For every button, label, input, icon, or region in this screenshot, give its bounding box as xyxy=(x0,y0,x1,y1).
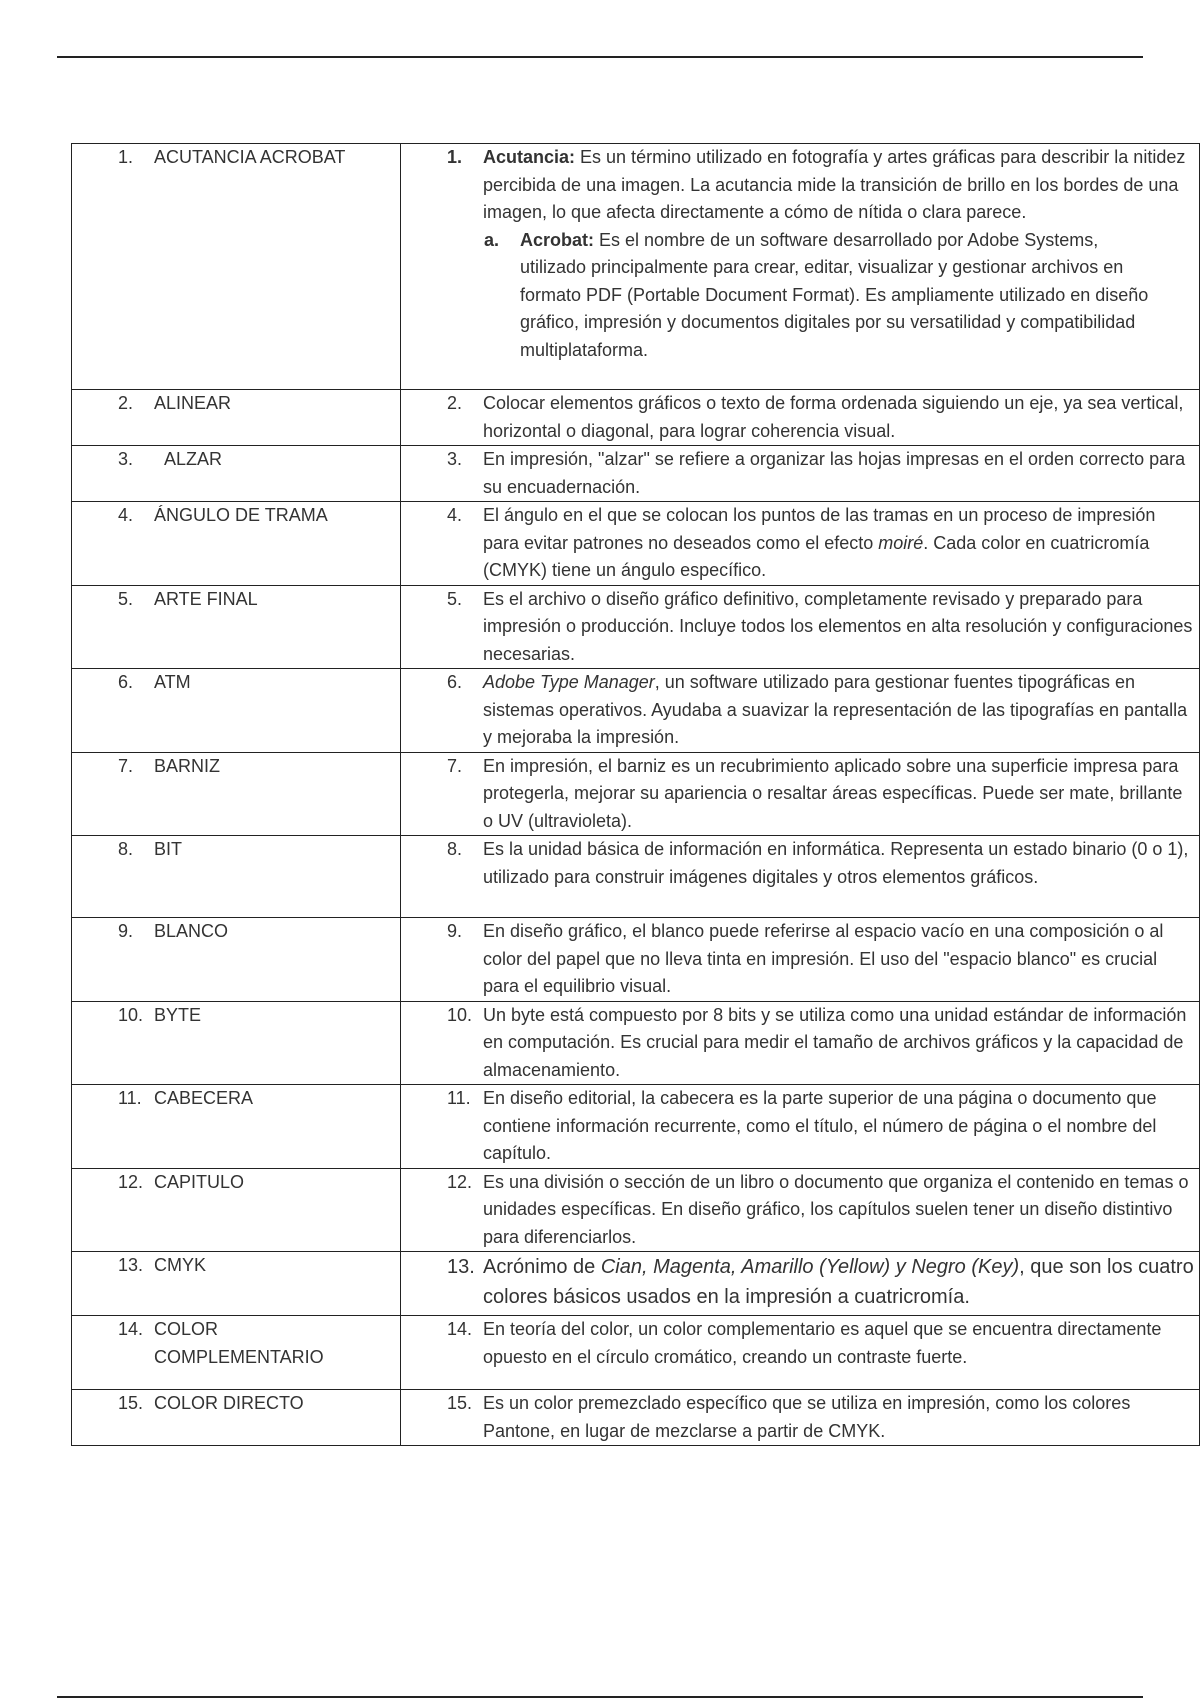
definition-cell xyxy=(401,752,1200,836)
table-row xyxy=(72,669,1200,753)
definition-text: Es un color premezclado específico que se utiliza en impresión, como los colores Pantone, en lugar de mezclarse a partir de CMYK. xyxy=(483,1393,1131,1441)
definition-cell xyxy=(401,1252,1200,1316)
term-cell xyxy=(72,144,401,390)
term-cell xyxy=(72,1316,401,1390)
definition-number: 11. xyxy=(447,1088,471,1108)
term-text: ÁNGULO DE TRAMA xyxy=(154,505,328,525)
table-row xyxy=(72,390,1200,446)
table-row xyxy=(72,752,1200,836)
definition-number: 3. xyxy=(447,449,463,469)
term-text: CABECERA xyxy=(154,1088,254,1108)
footer-rule xyxy=(57,1696,1143,1698)
definition-number: 13. xyxy=(447,1256,475,1278)
glossary-table xyxy=(71,143,1200,1446)
sub-definition-heading: Acrobat: xyxy=(520,229,595,250)
term-cell xyxy=(72,502,401,586)
term-cell xyxy=(72,1168,401,1252)
definition-number: 12. xyxy=(447,1171,473,1192)
definition-text: En impresión, el barniz es un recubrimiento aplicado sobre una superficie impresa para protegerla, mejorar su apariencia o resaltar áreas específicas. Puede ser mate, brillante o UV (ultravioleta). xyxy=(483,755,1183,831)
definition-text xyxy=(483,144,1195,227)
definition-cell xyxy=(401,1168,1200,1252)
term-text: ALINEAR xyxy=(154,393,232,413)
table-row xyxy=(72,918,1200,1002)
term-cell xyxy=(72,752,401,836)
definition-italic: Cian, Magenta, Amarillo (Yellow) y Negro (Key) xyxy=(600,1256,1020,1278)
definition-cell xyxy=(401,390,1200,446)
term-number: 13. xyxy=(118,1255,144,1275)
definition-cell xyxy=(401,918,1200,1002)
table-row xyxy=(72,1168,1200,1252)
term-cell xyxy=(72,836,401,918)
term-text: ATM xyxy=(154,672,191,692)
definition-cell xyxy=(401,585,1200,669)
term-number: 5. xyxy=(118,588,134,609)
definition-cell xyxy=(401,836,1200,918)
term-number: 2. xyxy=(118,393,134,413)
term-text: ACUTANCIA ACROBAT xyxy=(154,147,346,167)
definition-cell xyxy=(401,669,1200,753)
definition-number: 4. xyxy=(447,505,463,525)
term-cell xyxy=(72,1001,401,1085)
header-rule xyxy=(57,56,1143,58)
term-cell xyxy=(72,669,401,753)
definition-text: Es el archivo o diseño gráfico definitivo, completamente revisado y preparado para impresión o producción. Incluye todos los elementos en alta resolución y configuraciones necesarias. xyxy=(483,588,1193,664)
table-row xyxy=(72,1085,1200,1169)
term-text: ALZAR xyxy=(164,449,223,469)
definition-number: 8. xyxy=(447,839,463,859)
definition-text: En diseño editorial, la cabecera es la parte superior de una página o documento que contiene información recurrente, como el título, el número de página o el nombre del capítulo. xyxy=(483,1088,1157,1163)
term-number: 10. xyxy=(118,1004,144,1025)
term-text: CMYK xyxy=(154,1255,207,1275)
definition-text: Es la unidad básica de información en informática. Representa un estado binario (0 o 1), utilizado para construir imágenes digitales y otros elementos gráficos. xyxy=(483,839,1189,887)
term-text: BIT xyxy=(154,839,183,859)
definition-cell xyxy=(401,144,1200,390)
definition-number: 15. xyxy=(447,1393,473,1413)
definition-body-end: . Cada color en cuatricromía (CMYK) tiene un ángulo específico. xyxy=(483,532,1150,580)
table-row xyxy=(72,585,1200,669)
term-number: 7. xyxy=(118,755,134,776)
definition-body-end: , que son los cuatro colores básicos usados en la impresión a cuatricromía. xyxy=(483,1256,1194,1308)
definition-text: Es una división o sección de un libro o documento que organiza el contenido en temas o unidades específicas. En diseño gráfico, los capítulos suelen tener un diseño distintivo para diferenciarlos. xyxy=(483,1171,1189,1247)
term-cell xyxy=(72,1252,401,1316)
definition-cell xyxy=(401,1085,1200,1169)
term-number: 6. xyxy=(118,672,134,692)
definition-body: Es un término utilizado en fotografía y artes gráficas para describir la nitidez percibida de una imagen. La acutancia mide la transición de brillo en los bordes de una imagen, lo que afecta directamente a cómo de nítida o clara parece. xyxy=(483,147,1186,222)
term-cell xyxy=(72,446,401,502)
sub-definition-body: Es el nombre de un software desarrollado por Adobe Systems, utilizado principalmente para crear, editar, visualizar y gestionar archivos en formato PDF (Portable Document Format). Es ampliamente utilizado en diseño gráfico, impresión y documentos digitales por su versatilidad y compatibilidad multiplataforma. xyxy=(520,229,1149,360)
definition-text xyxy=(483,502,1195,585)
definition-number: 2. xyxy=(447,393,463,413)
definition-cell xyxy=(401,446,1200,502)
table-row xyxy=(72,144,1200,390)
term-number: 14. xyxy=(118,1319,144,1339)
definition-italic: Adobe Type Manager xyxy=(483,672,655,692)
term-text: ARTE FINAL xyxy=(154,588,258,609)
definition-number: 5. xyxy=(447,588,463,609)
definition-number: 1. xyxy=(447,147,463,167)
term-text: COLOR COMPLEMENTARIO xyxy=(154,1319,324,1367)
definition-body-end: , un software utilizado para gestionar fuentes tipográficas en sistemas operativos. Ayudaba a suavizar la representación de las tipografías en pantalla y mejoraba la impresión. xyxy=(483,672,1188,747)
definition-text: Colocar elementos gráficos o texto de forma ordenada siguiendo un eje, ya sea vertical, horizontal o diagonal, para lograr coherencia visual. xyxy=(483,393,1184,441)
table-row xyxy=(72,1390,1200,1446)
sub-definition-text xyxy=(520,227,1149,365)
definition-heading: Acutancia: xyxy=(483,147,576,167)
definition-text: En teoría del color, un color complementario es aquel que se encuentra directamente opuesto en el círculo cromático, creando un contraste fuerte. xyxy=(483,1319,1162,1367)
definition-text: En diseño gráfico, el blanco puede referirse al espacio vacío en una composición o al color del papel que no lleva tinta en impresión. El uso del "espacio blanco" es crucial para el equilibrio visual. xyxy=(483,921,1164,996)
term-text: CAPITULO xyxy=(154,1171,245,1192)
term-number: 12. xyxy=(118,1171,144,1192)
term-text: BYTE xyxy=(154,1004,202,1025)
definition-cell xyxy=(401,1001,1200,1085)
definition-number: 10. xyxy=(447,1004,473,1025)
term-cell xyxy=(72,585,401,669)
term-number: 8. xyxy=(118,839,134,859)
table-row xyxy=(72,446,1200,502)
definition-cell xyxy=(401,1390,1200,1446)
definition-number: 9. xyxy=(447,921,463,941)
table-row xyxy=(72,1316,1200,1390)
term-number: 9. xyxy=(118,921,134,941)
table-row xyxy=(72,502,1200,586)
definition-italic: moiré xyxy=(878,532,924,553)
term-cell xyxy=(72,1390,401,1446)
term-number: 15. xyxy=(118,1393,144,1413)
term-text: BARNIZ xyxy=(154,755,221,776)
definition-text: Un byte está compuesto por 8 bits y se utiliza como una unidad estándar de información en computación. Es crucial para medir el tamaño de archivos gráficos y la capacidad de almacenamiento. xyxy=(483,1004,1187,1080)
table-row xyxy=(72,1252,1200,1316)
table-row xyxy=(72,1001,1200,1085)
definition-number: 14. xyxy=(447,1319,473,1339)
term-number: 1. xyxy=(118,147,134,167)
definition-number: 6. xyxy=(447,672,463,692)
table-row xyxy=(72,836,1200,918)
term-text: BLANCO xyxy=(154,921,229,941)
term-cell xyxy=(72,390,401,446)
definition-body: Acrónimo de xyxy=(483,1256,601,1278)
term-cell xyxy=(72,918,401,1002)
definition-cell xyxy=(401,502,1200,586)
term-number: 3. xyxy=(118,449,134,469)
definition-text: En impresión, "alzar" se refiere a organizar las hojas impresas en el orden correcto para su encuadernación. xyxy=(483,449,1186,497)
definition-body: El ángulo en el que se colocan los puntos de las tramas en un proceso de impresión para evitar patrones no deseados como el efecto xyxy=(483,505,1156,553)
term-number: 11. xyxy=(118,1088,142,1108)
term-cell xyxy=(72,1085,401,1169)
definition-number: 7. xyxy=(447,755,463,776)
definition-text xyxy=(483,1252,1195,1312)
sub-definition-letter: a. xyxy=(484,229,500,250)
term-text: COLOR DIRECTO xyxy=(154,1393,304,1413)
definition-text xyxy=(483,669,1195,752)
definition-cell xyxy=(401,1316,1200,1390)
term-number: 4. xyxy=(118,505,134,525)
